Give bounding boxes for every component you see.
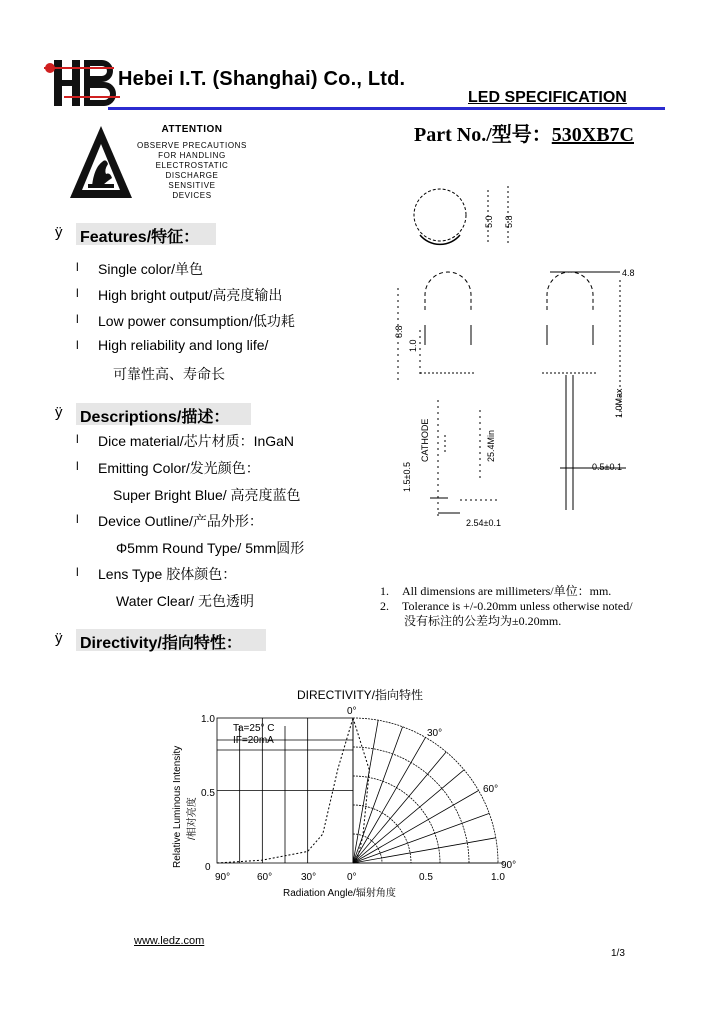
angle-label: 60°: [483, 784, 499, 795]
attention-line: SENSITIVE: [168, 181, 216, 190]
item-marker: l: [76, 338, 79, 352]
x-tick: 0.5: [419, 872, 433, 883]
note-2: Tolerance is +/-0.20mm unless otherwise noted/: [402, 599, 633, 613]
condition-ta: Ta=25° C: [233, 723, 275, 734]
y-axis-label: Relative Luminous Intensity: [172, 745, 183, 868]
feature-item: High bright output/高亮度输出: [98, 287, 283, 303]
item-marker: l: [76, 565, 79, 579]
y-axis-label-cn: /相对亮度: [187, 797, 198, 840]
lens-type: Lens Type 胶体颜色：: [98, 566, 237, 582]
item-marker: l: [76, 312, 79, 326]
x-axis-label: Radiation Angle/辐射角度: [283, 888, 396, 899]
part-label: Part No./型号：: [414, 124, 552, 146]
feature-item: Low power consumption/低功耗: [98, 313, 295, 329]
attention-line: ELECTROSTATIC: [155, 161, 229, 170]
cathode-label: CATHODE: [420, 418, 430, 462]
angle-label: 30°: [427, 728, 443, 739]
dim-4-8: 4.8: [622, 268, 635, 278]
section-bullet: ÿ: [55, 224, 63, 241]
attention-line: FOR HANDLING: [158, 151, 226, 160]
dim-8-8: 8.8: [394, 325, 404, 338]
note-1-num: 1.: [380, 584, 389, 598]
chart-title: DIRECTIVITY/指向特性: [297, 688, 424, 702]
esd-warning-icon: [68, 122, 134, 200]
outline-drawing: [390, 180, 650, 540]
attention-line: OBSERVE PRECAUTIONS: [137, 141, 247, 150]
feature-item-continuation: 可靠性高、寿命长: [113, 366, 225, 382]
dim-25-4-min: 25.4Min: [486, 429, 496, 462]
x-tick: 60°: [257, 872, 273, 883]
dim-1-0-max: 1.0Max: [614, 388, 624, 418]
y-tick: 0: [205, 862, 211, 873]
page-number: 1/3: [611, 948, 625, 959]
note-1: All dimensions are millimeters/单位：mm.: [402, 584, 612, 598]
section-bullet: ÿ: [55, 404, 63, 421]
part-number: 530XB7C: [551, 124, 634, 146]
lens-type-value: Water Clear/ 无色透明: [116, 593, 254, 609]
part-number-title: [414, 118, 634, 147]
item-marker: l: [76, 459, 79, 473]
item-marker: l: [76, 432, 79, 446]
header-rule: [108, 107, 665, 110]
x-tick: 90°: [215, 872, 231, 883]
device-outline-value: Φ5mm Round Type/ 5mm圆形: [116, 540, 305, 556]
note-2-cn: 没有标注的公差均为±0.20mm.: [404, 614, 562, 628]
x-tick: 30°: [301, 872, 317, 883]
item-marker: l: [76, 260, 79, 274]
descriptions-heading: Descriptions/描述：: [76, 404, 229, 427]
website-link[interactable]: www.ledz.com: [134, 935, 205, 947]
x-tick: 0°: [347, 872, 357, 883]
dim-5-0: 5.0: [484, 215, 494, 228]
device-outline: Device Outline/产品外形：: [98, 513, 263, 529]
company-name: Hebei I.T. (Shanghai) Co., Ltd.: [118, 68, 406, 90]
emitting-color-value: Super Bright Blue/ 高亮度蓝色: [113, 487, 301, 503]
directivity-chart: [165, 700, 535, 905]
section-bullet: ÿ: [55, 630, 63, 647]
dice-material: Dice material/芯片材质：InGaN: [98, 433, 295, 449]
doc-type: LED SPECIFICATION: [468, 89, 627, 106]
dim-2-54: 2.54±0.1: [466, 518, 501, 528]
dim-1-0: 1.0: [408, 339, 418, 352]
y-tick: 1.0: [201, 714, 215, 725]
emitting-color: Emitting Color/发光颜色：: [98, 460, 260, 476]
company-logo: [44, 56, 120, 110]
item-marker: l: [76, 286, 79, 300]
feature-item: High reliability and long life/: [98, 337, 269, 353]
dim-1-5: 1.5±0.5: [402, 462, 412, 492]
attention-line: DISCHARGE: [165, 171, 219, 180]
angle-label: 0°: [347, 706, 357, 717]
dim-5-8: 5.8: [504, 215, 514, 228]
dim-0-5: 0.5±0.1: [592, 462, 622, 472]
y-tick: 0.5: [201, 788, 215, 799]
angle-label: 90°: [501, 860, 517, 871]
note-2-num: 2.: [380, 599, 389, 613]
attention-title: ATTENTION: [161, 124, 223, 135]
features-heading: Features/特征：: [76, 224, 199, 247]
feature-item: Single color/单色: [98, 261, 204, 277]
esd-attention-block: [132, 125, 252, 201]
x-tick: 1.0: [491, 872, 505, 883]
directivity-heading: Directivity/指向特性：: [76, 630, 242, 653]
item-marker: l: [76, 512, 79, 526]
condition-if: IF=20mA: [233, 735, 274, 746]
attention-line: DEVICES: [172, 191, 212, 200]
